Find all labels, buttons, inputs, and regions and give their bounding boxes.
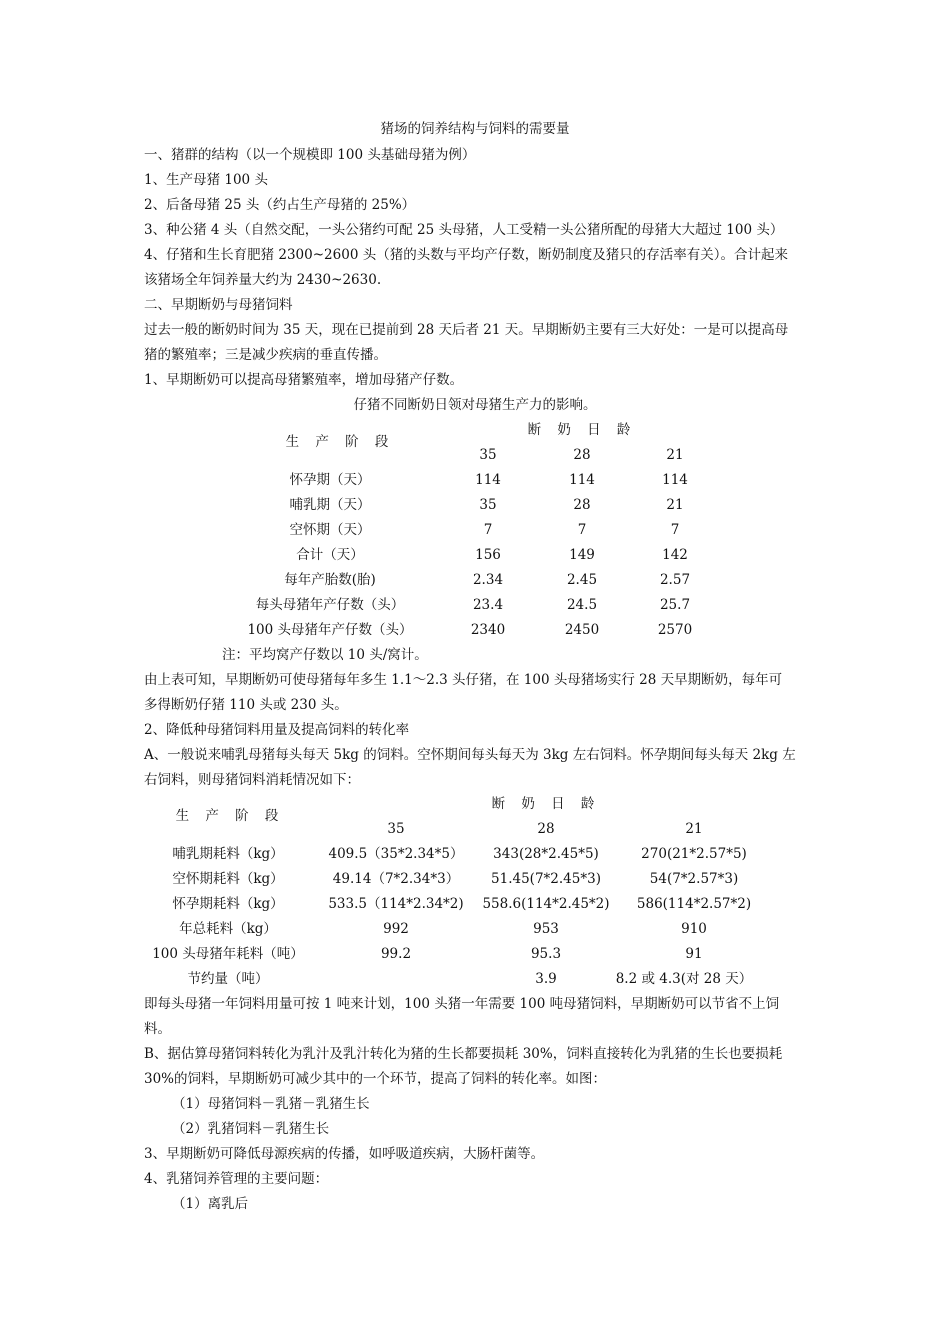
- table-cell: 95.3: [530, 946, 562, 962]
- sub-item: （1）离乳后: [172, 1196, 249, 1212]
- paragraph: 过去一般的断奶时间为 35 天，现在已提前到 28 天后者 21 天。早期断奶主要有三大好处：一是可以提高母: [144, 322, 789, 338]
- table-cell: 99.2: [380, 946, 412, 962]
- table-cell: 142: [662, 547, 688, 563]
- paragraph: 1、生产母猪 100 头: [144, 172, 268, 188]
- table-note: 注：平均窝产仔数以 10 头/窝计。: [222, 647, 428, 663]
- row-label: 100 头母猪年耗料（吨）: [152, 946, 304, 962]
- row-label: 哺乳期耗料（kg）: [172, 846, 284, 862]
- paragraph: 多得断奶仔猪 110 头或 230 头。: [144, 697, 348, 713]
- paragraph: A、一般说来哺乳母猪每头每天 5kg 的饲料。空怀期间每头每天为 3kg 左右饲料。怀孕期间每头每天 2kg 左: [144, 747, 796, 763]
- section-2-heading: 二、早期断奶与母猪饲料: [144, 297, 293, 313]
- paragraph: 即每头母猪一年饲料用量可按 1 吨来计划，100 头猪一年需要 100 吨母猪饲料，早期断奶可以节省不上饲: [144, 996, 780, 1012]
- table-stage-header: 生 产 阶 段: [175, 808, 285, 824]
- table-group-header: 断 奶 日 龄: [527, 422, 637, 438]
- table-column-header: 35: [479, 447, 497, 463]
- row-label: 每头母猪年产仔数（头）: [255, 597, 405, 613]
- table-cell: 3.9: [535, 971, 557, 987]
- table-cell: 343(28*2.45*5): [493, 846, 599, 862]
- table-cell: 35: [479, 497, 497, 513]
- paragraph: 料。: [144, 1021, 171, 1037]
- table-cell: 8.2 或 4.3(对 28 天）: [615, 971, 753, 987]
- table-cell: 25.7: [659, 597, 691, 613]
- paragraph: 4、仔猪和生长育肥猪 2300~2600 头（猪的头数与平均产仔数，断奶制度及猪只的存活率有关）。合计起来: [144, 247, 788, 263]
- table-cell: 7: [577, 522, 587, 538]
- paragraph: 2、降低种母猪饲料用量及提高饲料的转化率: [144, 722, 410, 738]
- paragraph: 4、乳猪饲养管理的主要问题：: [144, 1171, 329, 1187]
- row-label: 怀孕期耗料（kg）: [172, 896, 284, 912]
- table-cell: 23.4: [472, 597, 504, 613]
- table-cell: 149: [569, 547, 595, 563]
- paragraph: 猪的繁殖率；三是减少疾病的垂直传播。: [144, 347, 387, 363]
- table-cell: 586(114*2.57*2): [636, 896, 752, 912]
- table-cell: 21: [666, 497, 684, 513]
- row-label: 空怀期（天）: [289, 522, 371, 538]
- table-cell: 28: [573, 497, 591, 513]
- table-stage-header: 生 产 阶 段: [285, 434, 395, 450]
- table-cell: 54(7*2.57*3): [649, 871, 739, 887]
- table-cell: 2.34: [472, 572, 504, 588]
- table-group-header: 断 奶 日 龄: [491, 796, 601, 812]
- table-cell: 2450: [564, 622, 600, 638]
- table-column-header: 28: [573, 447, 591, 463]
- table-column-header: 35: [387, 821, 405, 837]
- table-cell: 7: [670, 522, 680, 538]
- table-cell: 2.57: [659, 572, 691, 588]
- paragraph: 该猪场全年饲养量大约为 2430~2630.: [144, 272, 382, 288]
- table-cell: 270(21*2.57*5): [641, 846, 747, 862]
- table-cell: 156: [475, 547, 501, 563]
- section-1-heading: 一、猪群的结构（以一个规模即 100 头基础母猪为例）: [144, 147, 476, 163]
- table-cell: 992: [383, 921, 409, 937]
- table-cell: 2570: [657, 622, 693, 638]
- table-cell: 49.14（7*2.34*3）: [332, 871, 460, 887]
- feed-chain-item: （1）母猪饲料－乳猪－乳猪生长: [172, 1096, 370, 1112]
- row-label: 节约量（吨）: [187, 971, 269, 987]
- table-cell: 114: [662, 472, 688, 488]
- row-label: 合计（天）: [296, 547, 364, 563]
- table-cell: 91: [685, 946, 703, 962]
- table-cell: 409.5（35*2.34*5）: [328, 846, 464, 862]
- feed-chain-item: （2）乳猪饲料－乳猪生长: [172, 1121, 330, 1137]
- table-cell: 51.45(7*2.45*3): [491, 871, 601, 887]
- table-cell: 2340: [470, 622, 506, 638]
- row-label: 每年产胎数(胎): [284, 572, 376, 588]
- row-label: 年总耗料（kg）: [179, 921, 277, 937]
- table-cell: 24.5: [566, 597, 598, 613]
- table-cell: 533.5（114*2.34*2): [328, 896, 464, 912]
- row-label: 空怀期耗料（kg）: [172, 871, 284, 887]
- page-title: 猪场的饲养结构与饲料的需要量: [380, 121, 570, 137]
- table-cell: 953: [533, 921, 559, 937]
- paragraph: 30%的饲料，早期断奶可减少其中的一个环节，提高了饲料的转化率。如图：: [144, 1071, 607, 1087]
- table-cell: 114: [569, 472, 595, 488]
- paragraph: 3、早期断奶可降低母源疾病的传播，如呼吸道疾病，大肠杆菌等。: [144, 1146, 545, 1162]
- table-cell: 910: [681, 921, 707, 937]
- paragraph: 1、早期断奶可以提高母猪繁殖率，增加母猪产仔数。: [144, 372, 464, 388]
- row-label: 怀孕期（天）: [289, 472, 371, 488]
- row-label: 100 头母猪年产仔数（头）: [247, 622, 413, 638]
- paragraph: 由上表可知，早期断奶可使母猪每年多生 1.1～2.3 头仔猪，在 100 头母猪场实行 28 天早期断奶，每年可: [144, 672, 783, 688]
- table-caption: 仔猪不同断奶日领对母猪生产力的影响。: [353, 397, 597, 413]
- table-column-header: 28: [537, 821, 555, 837]
- table-cell: 7: [483, 522, 493, 538]
- table-column-header: 21: [685, 821, 703, 837]
- paragraph: 右饲料，则母猪饲料消耗情况如下：: [144, 772, 360, 788]
- table-cell: 558.6(114*2.45*2): [482, 896, 610, 912]
- paragraph: 2、后备母猪 25 头（约占生产母猪的 25%）: [144, 197, 416, 213]
- paragraph: 3、种公猪 4 头（自然交配，一头公猪约可配 25 头母猪，人工受精一头公猪所配的母猪大大超过 100 头）: [144, 222, 784, 238]
- table-cell: 114: [475, 472, 501, 488]
- row-label: 哺乳期（天）: [289, 497, 371, 513]
- table-cell: 2.45: [566, 572, 598, 588]
- table-column-header: 21: [666, 447, 684, 463]
- paragraph: B、据估算母猪饲料转化为乳汁及乳汁转化为猪的生长都要损耗 30%，饲料直接转化为乳猪的生长也要损耗: [144, 1046, 783, 1062]
